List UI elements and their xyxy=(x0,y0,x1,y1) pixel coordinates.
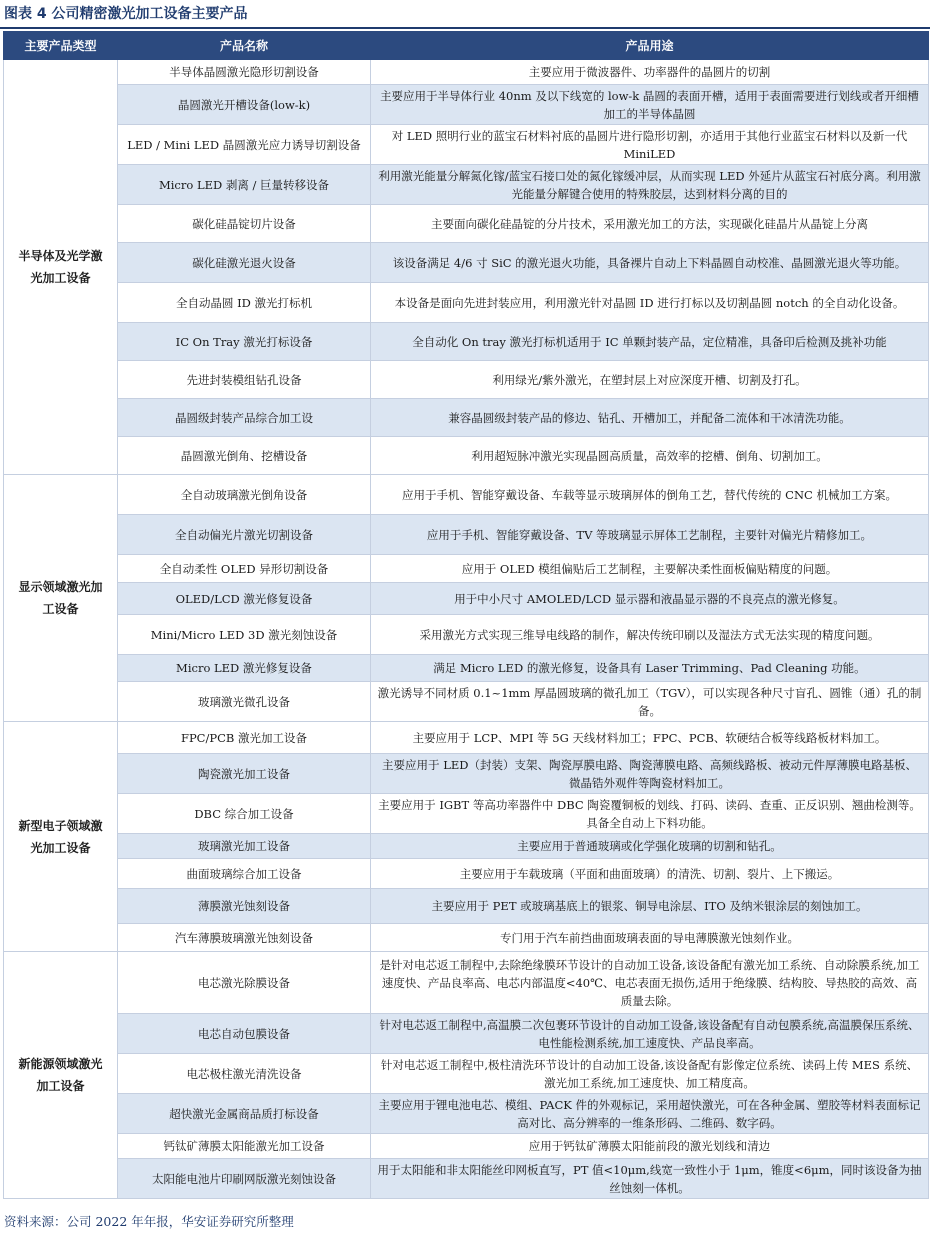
product-name-cell: LED / Mini LED 晶圆激光应力诱导切割设备 xyxy=(118,125,371,165)
product-use-cell: 应用于手机、智能穿戴设备、车载等显示玻璃屏体的倒角工艺，替代传统的 CNC 机械加工方案。 xyxy=(371,475,929,515)
product-name-cell: 半导体晶圆激光隐形切割设备 xyxy=(118,60,371,85)
product-name-cell: FPC/PCB 激光加工设备 xyxy=(118,722,371,754)
product-use-cell: 本设备是面向先进封装应用，利用激光针对晶圆 ID 进行打标以及切割晶圆 notch 的全自动化设备。 xyxy=(371,283,929,323)
product-use-cell: 针对电芯返工制程中,极柱清洗环节设计的自动加工设备,该设备配有影像定位系统、读码上传 MES 系统、激光加工系统,加工速度快、加工精度高。 xyxy=(371,1054,929,1094)
table-row xyxy=(4,794,929,834)
product-name-cell: 汽车薄膜玻璃激光蚀刻设备 xyxy=(118,924,371,952)
table-row xyxy=(4,1159,929,1199)
product-use-cell: 主要面向碳化硅晶锭的分片技术，采用激光加工的方法，实现碳化硅晶片从晶锭上分离 xyxy=(371,205,929,243)
product-name-cell: 玻璃激光加工设备 xyxy=(118,834,371,859)
product-name-cell: 钙钛矿薄膜太阳能激光加工设备 xyxy=(118,1134,371,1159)
table-row xyxy=(4,1134,929,1159)
product-name-cell: 太阳能电池片印刷网版激光刻蚀设备 xyxy=(118,1159,371,1199)
table-row xyxy=(4,1054,929,1094)
table-row xyxy=(4,515,929,555)
product-use-cell: 主要应用于微波器件、功率器件的晶圆片的切割 xyxy=(371,60,929,85)
table-row xyxy=(4,165,929,205)
category-cell: 新能源领域激光加工设备 xyxy=(4,952,118,1199)
table-row xyxy=(4,475,929,515)
table-row xyxy=(4,125,929,165)
product-use-cell: 专门用于汽车前挡曲面玻璃表面的导电薄膜激光蚀刻作业。 xyxy=(371,924,929,952)
table-row xyxy=(4,952,929,1014)
product-name-cell: Micro LED 剥离 / 巨量转移设备 xyxy=(118,165,371,205)
product-use-cell: 主要应用于 IGBT 等高功率器件中 DBC 陶瓷覆铜板的划线、打码、读码、查重、正反识别、翘曲检测等。具备全自动上下料功能。 xyxy=(371,794,929,834)
table-row xyxy=(4,924,929,952)
product-name-cell: 全自动偏光片激光切割设备 xyxy=(118,515,371,555)
category-cell: 新型电子领域激光加工设备 xyxy=(4,722,118,952)
product-name-cell: Mini/Micro LED 3D 激光刻蚀设备 xyxy=(118,615,371,655)
product-use-cell: 应用于手机、智能穿戴设备、TV 等玻璃显示屏体工艺制程，主要针对偏光片精修加工。 xyxy=(371,515,929,555)
table-row xyxy=(4,889,929,924)
table-row xyxy=(4,361,929,399)
product-use-cell: 满足 Micro LED 的激光修复，设备具有 Laser Trimming、Pad Cleaning 功能。 xyxy=(371,655,929,682)
table-row xyxy=(4,85,929,125)
table-row xyxy=(4,754,929,794)
product-use-cell: 兼容晶圆级封装产品的修边、钻孔、开槽加工，并配备二流体和干冰清洗功能。 xyxy=(371,399,929,437)
table-row xyxy=(4,834,929,859)
product-use-cell: 主要应用于 PET 或玻璃基底上的银浆、铜导电涂层、ITO 及纳米银涂层的刻蚀加工。 xyxy=(371,889,929,924)
product-name-cell: OLED/LCD 激光修复设备 xyxy=(118,583,371,615)
product-use-cell: 采用激光方式实现三维导电线路的制作，解决传统印刷以及湿法方式无法实现的精度问题。 xyxy=(371,615,929,655)
title-rule xyxy=(0,27,930,29)
product-name-cell: 全自动玻璃激光倒角设备 xyxy=(118,475,371,515)
header-product-use: 产品用途 xyxy=(371,32,929,60)
product-name-cell: IC On Tray 激光打标设备 xyxy=(118,323,371,361)
product-use-cell: 全自动化 On tray 激光打标机适用于 IC 单颗封装产品，定位精准，具备印后检测及挑补功能 xyxy=(371,323,929,361)
product-use-cell: 对 LED 照明行业的蓝宝石材料衬底的晶圆片进行隐形切割，亦适用于其他行业蓝宝石材料以及新一代 MiniLED xyxy=(371,125,929,165)
product-use-cell: 利用激光能量分解氮化镓/蓝宝石接口处的氮化镓缓冲层，从而实现 LED 外延片从蓝宝石衬底分离。利用激光能量分解键合使用的特殊胶层，达到材料分离的目的 xyxy=(371,165,929,205)
product-name-cell: 曲面玻璃综合加工设备 xyxy=(118,859,371,889)
product-name-cell: 薄膜激光蚀刻设备 xyxy=(118,889,371,924)
table-row xyxy=(4,437,929,475)
product-name-cell: 全自动晶圆 ID 激光打标机 xyxy=(118,283,371,323)
product-name-cell: Micro LED 激光修复设备 xyxy=(118,655,371,682)
product-name-cell: 晶圆级封装产品综合加工设 xyxy=(118,399,371,437)
product-name-cell: 全自动柔性 OLED 异形切割设备 xyxy=(118,555,371,583)
product-use-cell: 主要应用于 LCP、MPI 等 5G 天线材料加工；FPC、PCB、软硬结合板等线路板材料加工。 xyxy=(371,722,929,754)
table-header-row xyxy=(4,32,929,60)
product-name-cell: 电芯极柱激光清洗设备 xyxy=(118,1054,371,1094)
product-name-cell: 晶圆激光倒角、挖槽设备 xyxy=(118,437,371,475)
product-use-cell: 该设备满足 4/6 寸 SiC 的激光退火功能，具备裸片自动上下料晶圆自动校准、晶圆激光退火等功能。 xyxy=(371,243,929,283)
product-use-cell: 激光诱导不同材质 0.1~1mm 厚晶圆玻璃的微孔加工（TGV），可以实现各种尺寸盲孔、圆锥（通）孔的制备。 xyxy=(371,682,929,722)
table-row xyxy=(4,323,929,361)
product-use-cell: 主要应用于车载玻璃（平面和曲面玻璃）的清洗、切割、裂片、上下搬运。 xyxy=(371,859,929,889)
product-use-cell: 主要应用于半导体行业 40nm 及以下线宽的 low-k 晶圆的表面开槽，适用于表面需要进行划线或者开细槽加工的半导体晶圆 xyxy=(371,85,929,125)
product-use-cell: 主要应用于锂电池电芯、模组、PACK 件的外观标记，采用超快激光，可在各种金属、塑胶等材料表面标记高对比、高分辨率的一维条形码、二维码、数字码。 xyxy=(371,1094,929,1134)
products-table xyxy=(3,31,929,1199)
table-row xyxy=(4,859,929,889)
header-product-name: 产品名称 xyxy=(118,32,371,60)
table-row xyxy=(4,655,929,682)
table-row xyxy=(4,722,929,754)
product-name-cell: 陶瓷激光加工设备 xyxy=(118,754,371,794)
product-use-cell: 主要应用于普通玻璃或化学强化玻璃的切割和钻孔。 xyxy=(371,834,929,859)
product-name-cell: DBC 综合加工设备 xyxy=(118,794,371,834)
table-row xyxy=(4,682,929,722)
table-row xyxy=(4,615,929,655)
table-row xyxy=(4,243,929,283)
table-body xyxy=(4,60,929,1199)
product-name-cell: 碳化硅晶锭切片设备 xyxy=(118,205,371,243)
table-row xyxy=(4,555,929,583)
product-use-cell: 利用绿光/紫外激光，在塑封层上对应深度开槽、切割及打孔。 xyxy=(371,361,929,399)
product-use-cell: 利用超短脉冲激光实现晶圆高质量，高效率的挖槽、倒角、切割加工。 xyxy=(371,437,929,475)
product-use-cell: 应用于钙钛矿薄膜太阳能前段的激光划线和清边 xyxy=(371,1134,929,1159)
product-use-cell: 用于中小尺寸 AMOLED/LCD 显示器和液晶显示器的不良亮点的激光修复。 xyxy=(371,583,929,615)
figure-title: 图表 4 公司精密激光加工设备主要产品 xyxy=(4,6,248,22)
product-use-cell: 是针对电芯返工制程中,去除绝缘膜环节设计的自动加工设备,该设备配有激光加工系统、自动除膜系统,加工速度快、产品良率高、电芯内部温度<40℃、电芯表面无损伤,适用于绝缘膜、结构胶、导热胶的高效、高质量去除。 xyxy=(371,952,929,1014)
product-use-cell: 应用于 OLED 模组偏贴后工艺制程，主要解决柔性面板偏贴精度的问题。 xyxy=(371,555,929,583)
product-name-cell: 碳化硅激光退火设备 xyxy=(118,243,371,283)
product-name-cell: 先进封装模组钻孔设备 xyxy=(118,361,371,399)
product-name-cell: 电芯激光除膜设备 xyxy=(118,952,371,1014)
product-name-cell: 晶圆激光开槽设备(low-k) xyxy=(118,85,371,125)
category-cell: 显示领域激光加工设备 xyxy=(4,475,118,722)
table-row xyxy=(4,283,929,323)
table-row xyxy=(4,583,929,615)
table-row xyxy=(4,60,929,85)
table-row xyxy=(4,1014,929,1054)
category-cell: 半导体及光学激光加工设备 xyxy=(4,60,118,475)
table-row xyxy=(4,399,929,437)
product-use-cell: 针对电芯返工制程中,高温膜二次包裹环节设计的自动加工设备,该设备配有自动包膜系统,高温膜保压系统、电性能检测系统,加工速度快、产品良率高。 xyxy=(371,1014,929,1054)
table-row xyxy=(4,1094,929,1134)
product-use-cell: 主要应用于 LED（封装）支架、陶瓷厚膜电路、陶瓷薄膜电路、高频线路板、被动元件厚薄膜电路基板、微晶锆外观件等陶瓷材料加工。 xyxy=(371,754,929,794)
product-name-cell: 超快激光金属商品质打标设备 xyxy=(118,1094,371,1134)
product-use-cell: 用于太阳能和非太阳能丝印网板直写，PT 值<10μm,线宽一致性小于 1μm，锥度<6μm，同时该设备为抽丝蚀刻一体机。 xyxy=(371,1159,929,1199)
product-name-cell: 玻璃激光微孔设备 xyxy=(118,682,371,722)
header-category: 主要产品类型 xyxy=(4,32,118,60)
table-row xyxy=(4,205,929,243)
product-name-cell: 电芯自动包膜设备 xyxy=(118,1014,371,1054)
source-note: 资料来源：公司 2022 年年报，华安证券研究所整理 xyxy=(4,1214,294,1229)
